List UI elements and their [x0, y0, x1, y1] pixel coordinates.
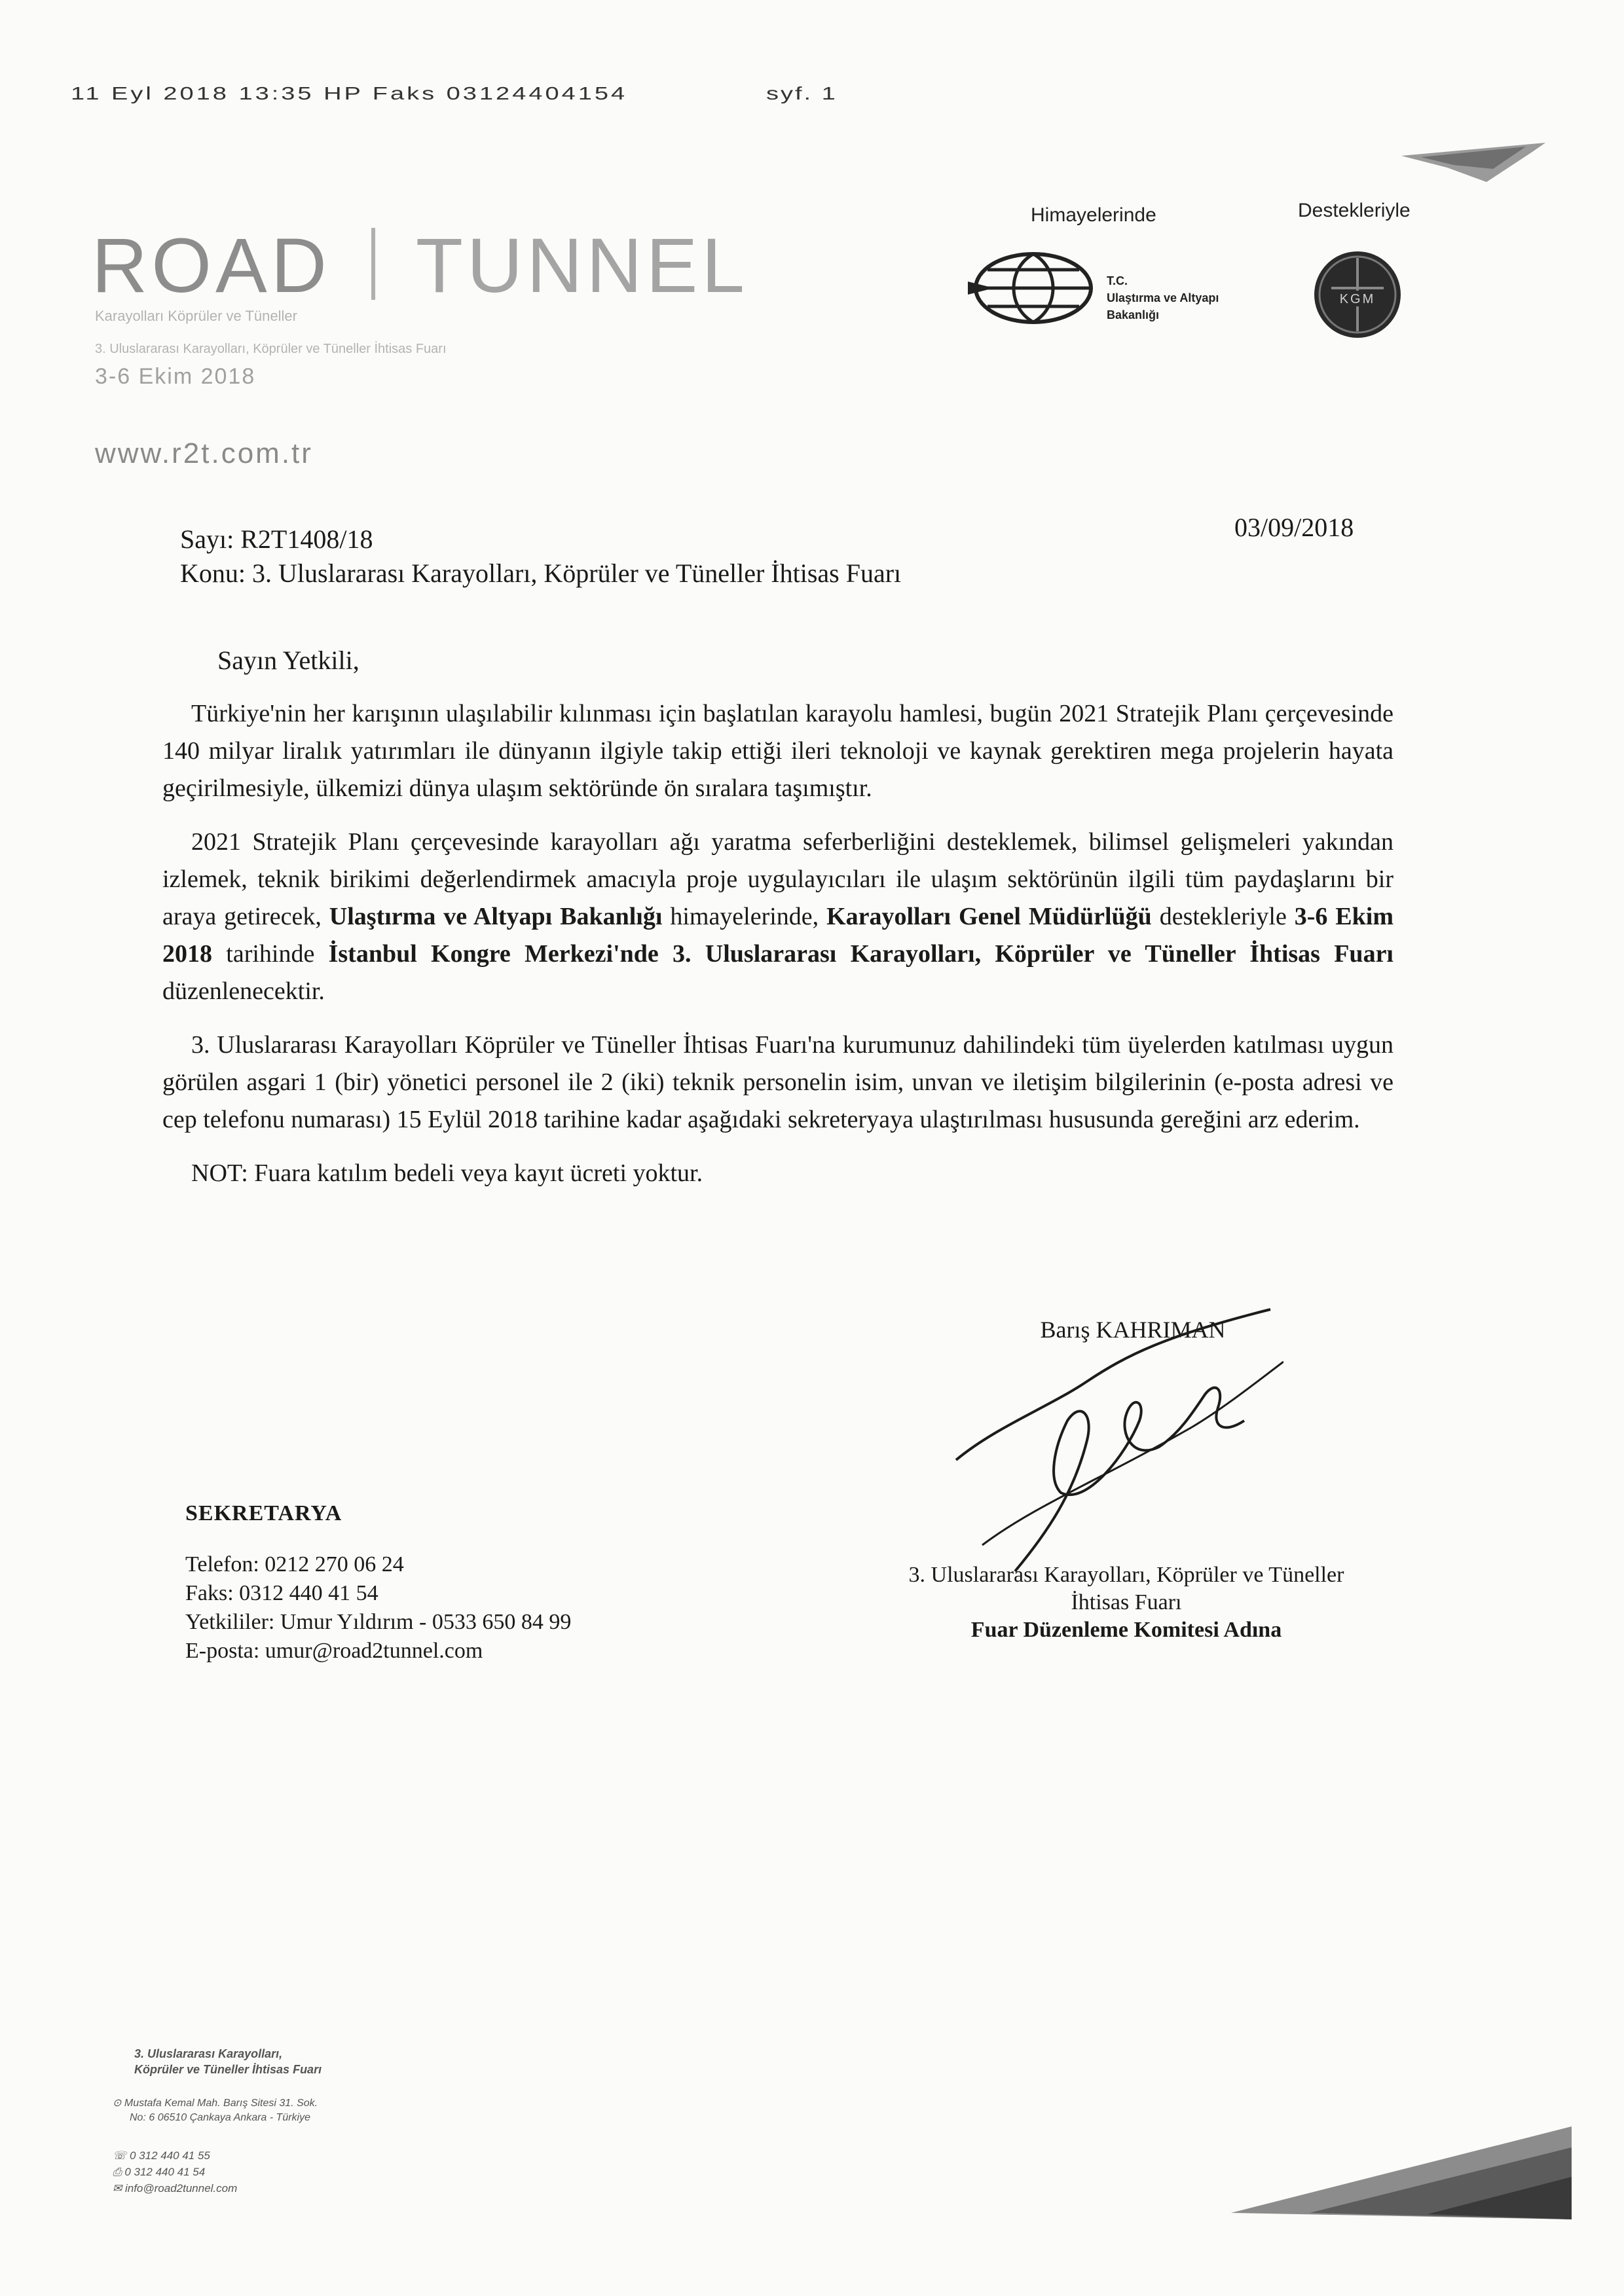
mail-icon: ✉ — [113, 2182, 125, 2195]
secretariat-contact: Yetkililer: Umur Yıldırım - 0533 650 84 99 — [185, 1610, 572, 1634]
paragraph-2: 2021 Stratejik Planı çerçevesinde karayolları ağı yaratma seferberliğini desteklemek, bilimsel gelişmeleri yakından izlemek, teknik birikimi değerlendirmek amacıyla proje uygulayıcıları ile ulaşım sektörünün ilgili tüm paydaşlarını bir araya getirecek, Ulaştırma ve Altyapı Bakanlığı himayelerinde, Karayolları Genel Müdürlüğü destekleriyle 3-6 Ekim 2018 tarihinde İstanbul Kongre Merkezi'nde 3. Uluslararası Karayolları, Köprüler ve Tüneller İhtisas Fuarı düzenlenecektir. — [162, 828, 1393, 1005]
footer-email: info@road2tunnel.com — [124, 2182, 238, 2195]
corner-graphic-bottom — [1231, 2121, 1572, 2219]
fax-page-number: syf. 1 — [766, 84, 838, 104]
ministry-line-2: Ulaştırma ve Altyapı — [1107, 291, 1219, 304]
footer-address — [113, 2096, 318, 2125]
ministry-text — [1107, 272, 1219, 323]
secretariat-email: E-posta: umur@road2tunnel.com — [185, 1639, 483, 1663]
letter-date: 03/09/2018 — [1234, 513, 1354, 542]
signatory-org — [845, 1561, 1408, 1644]
footer-fax: 0 312 440 41 54 — [124, 2166, 206, 2178]
event-dates-bold: 3-6 Ekim 2018 — [162, 903, 1393, 968]
patronage-label: Himayelerinde — [1031, 204, 1156, 226]
secretariat-title: SEKRETARYA — [185, 1501, 342, 1525]
note-text: Fuara katılım bedeli veya kayıt ücreti yoktur. — [248, 1159, 703, 1187]
ministry-name-bold: Ulaştırma ve Altyapı Bakanlığı — [329, 903, 663, 930]
footer-org — [134, 2046, 322, 2077]
footer-org-line-1: 3. Uluslararası Karayolları, — [134, 2047, 283, 2060]
ministry-line-1: T.C. — [1107, 274, 1128, 287]
footer-address-line-2: No: 6 06510 Çankaya Ankara - Türkiye — [130, 2112, 310, 2123]
venue-fair-bold: İstanbul Kongre Merkezi'nde 3. Uluslararası Karayolları, Köprüler ve Tüneller İhtisas Fuarı — [328, 940, 1393, 968]
ministry-globe-icon — [968, 249, 1099, 327]
fax-icon: ⎙ — [113, 2166, 125, 2178]
kgm-emblem-icon — [1312, 249, 1403, 340]
note-label: NOT: — [191, 1159, 248, 1187]
phone-icon: ☏ — [113, 2149, 130, 2162]
footer-contacts — [113, 2147, 237, 2196]
signatory-org-line-1: 3. Uluslararası Karayolları, Köprüler ve Tüneller — [908, 1563, 1344, 1587]
footer-org-line-2: Köprüler ve Tüneller İhtisas Fuarı — [134, 2063, 322, 2076]
letter-subject: Konu: 3. Uluslararası Karayolları, Köprüler ve Tüneller İhtisas Fuarı — [180, 558, 902, 588]
kgm-emblem-text: KGM — [1339, 292, 1376, 306]
logo-divider — [371, 228, 375, 300]
logo-event-line-1: Karayolları Köprüler ve Tüneller — [95, 308, 297, 324]
support-label: Destekleriyle — [1298, 200, 1411, 221]
secretariat-fax: Faks: 0312 440 41 54 — [185, 1581, 378, 1605]
salutation: Sayın Yetkili, — [217, 646, 360, 675]
secretariat-block — [185, 1499, 571, 1666]
footer-address-line-1: Mustafa Kemal Mah. Barış Sitesi 31. Sok. — [124, 2098, 318, 2109]
fax-header-line: 11 Eyl 2018 13:35 HP Faks 03124404154 — [71, 84, 628, 104]
location-pin-icon: ⊙ — [113, 2098, 124, 2109]
corner-graphic-top — [1401, 143, 1545, 189]
note-paragraph — [162, 1155, 1393, 1192]
logo-road-text: ROAD — [92, 223, 331, 309]
letter-number: Sayı: R2T1408/18 — [180, 524, 373, 554]
logo-event-line-2: 3. Uluslararası Karayolları, Köprüler ve Tüneller İhtisas Fuarı — [95, 342, 447, 356]
signatory-org-line-2: İhtisas Fuarı — [1071, 1590, 1182, 1614]
signatory-org-line-3: Fuar Düzenleme Komitesi Adına — [970, 1618, 1282, 1642]
logo-tunnel-text: TUNNEL — [415, 223, 748, 309]
website-url: www.r2t.com.tr — [95, 437, 313, 469]
footer-phone: 0 312 440 41 55 — [129, 2149, 210, 2162]
road-tunnel-logo — [92, 221, 748, 310]
ministry-line-3: Bakanlığı — [1107, 308, 1160, 321]
paragraph-3: 3. Uluslararası Karayolları Köprüler ve Tüneller İhtisas Fuarı'na kurumunuz dahilindeki tüm üyelerden katılması uygun görülen asgari 1 (bir) yönetici personel ile 2 (iki) teknik personelin isim, unvan ve iletişim bilgilerinin (e-posta adresi ve cep telefonu numarası) 15 Eylül 2018 tarihine kadar aşağıdaki sekreteryaya ulaştırılması hususunda gereğini arz ederim. — [162, 1031, 1393, 1133]
logo-event-dates: 3-6 Ekim 2018 — [95, 364, 256, 389]
letter-body — [162, 695, 1393, 1209]
handwritten-signature — [917, 1296, 1283, 1584]
secretariat-phone: Telefon: 0212 270 06 24 — [185, 1552, 404, 1576]
signatory-name: Barış KAHRIMAN — [1040, 1317, 1226, 1343]
kgm-name-bold: Karayolları Genel Müdürlüğü — [826, 903, 1152, 930]
paragraph-1: Türkiye'nin her karışının ulaşılabilir kılınması için başlatılan karayolu hamlesi, bugün 2021 Stratejik Planı çerçevesinde 140 milyar liralık yatırımları ile dünyanın ilgiyle takip ettiği ileri teknoloji ve kaynak gerektiren mega projelerin hayata geçirilmesiyle, ülkemizi dünya ulaşım sektöründe ön sıralara taşımıştır. — [162, 700, 1393, 802]
